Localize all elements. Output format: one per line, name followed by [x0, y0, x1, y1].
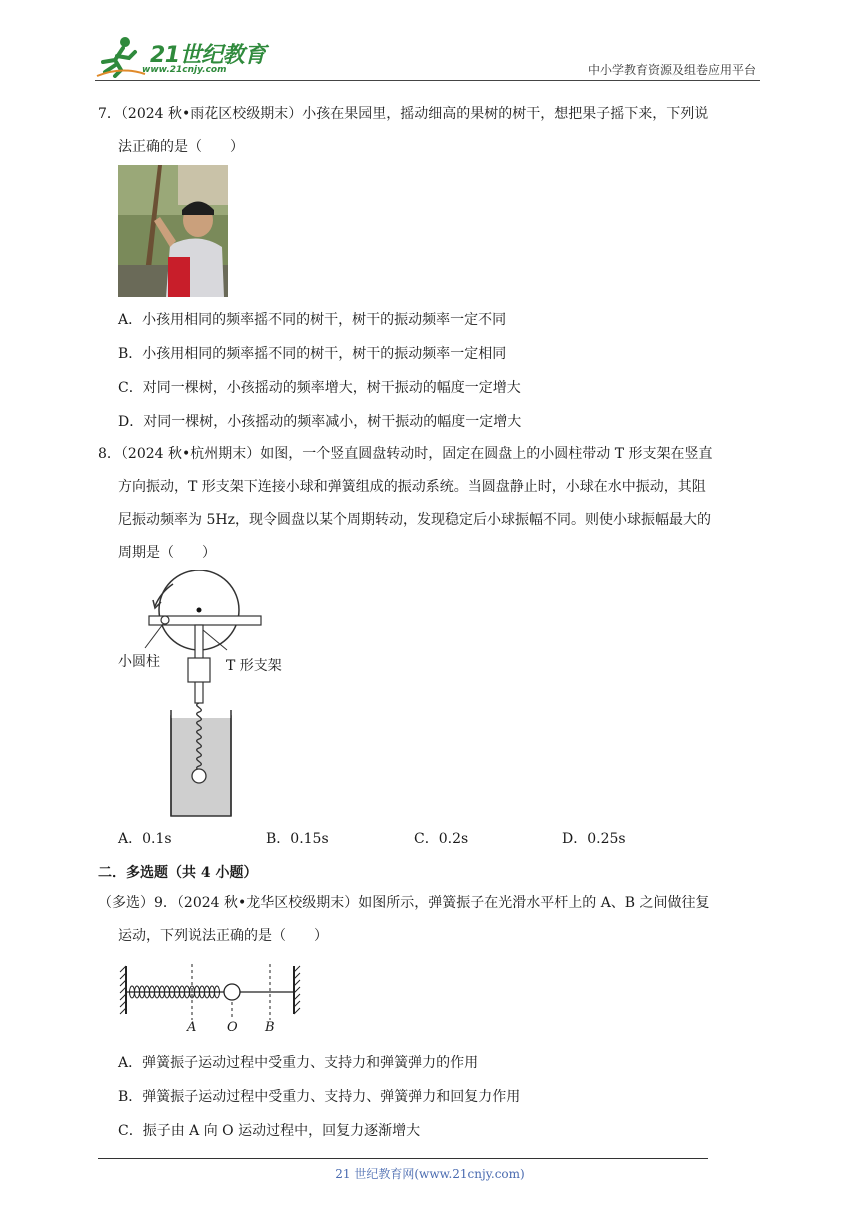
q9-line1: （多选）9．（2024 秋•龙华区校级期末）如图所示，弹簧振子在光滑水平杆上的 A、B 之间做往复 — [98, 895, 710, 911]
q7-option-a: A．小孩用相同的频率摇不同的树干，树干的振动频率一定不同 — [118, 312, 507, 328]
q8-option-a: A．0.1s — [118, 831, 172, 847]
q8-line2: 方向振动，T 形支架下连接小球和弹簧组成的振动系统。当圆盘静止时，小球在水中振动，其阻 — [118, 479, 706, 495]
section-title-multiple-choice: 二．多选题（共 4 小题） — [98, 865, 258, 881]
q8-option-c: C．0.2s — [414, 831, 469, 847]
q8-label-t-frame: T 形支架 — [226, 658, 282, 674]
q8-label-small-cylinder: 小圆柱 — [118, 654, 160, 670]
logo-text: 21世纪教育 — [150, 43, 266, 68]
q9-option-b: B．弹簧振子运动过程中受重力、支持力、弹簧弹力和回复力作用 — [118, 1089, 521, 1105]
q7-option-d: D．对同一棵树，小孩摇动的频率减小，树干振动的幅度一定增大 — [118, 414, 522, 430]
q8-option-d: D．0.25s — [562, 831, 626, 847]
q9-option-a: A．弹簧振子运动过程中受重力、支持力和弹簧弹力的作用 — [118, 1055, 479, 1071]
q9-spring-oscillator-diagram — [118, 962, 304, 1038]
q7-line2: 法正确的是（ ） — [118, 139, 244, 155]
platform-name: 中小学教育资源及组卷应用平台 — [587, 63, 756, 77]
q8-line3: 尼振动频率为 5Hz，现令圆盘以某个周期转动，发现稳定后小球振幅不同。则使小球振幅最大的 — [118, 512, 711, 528]
logo-url: www.21cnjy.com — [142, 65, 227, 75]
q8-line1: 8．（2024 秋•杭州期末）如图，一个竖直圆盘转动时，固定在圆盘上的小圆柱带动 T 形支架在竖直 — [98, 446, 713, 462]
q8-option-b: B．0.15s — [266, 831, 329, 847]
logo-runner-icon — [95, 36, 147, 78]
q9-option-c: C．振子由 A 向 O 运动过程中，回复力逐渐增大 — [118, 1123, 421, 1139]
q9-line2: 运动，下列说法正确的是（ ） — [118, 928, 328, 944]
q9-label-o: O — [227, 1020, 238, 1035]
q9-label-b: B — [265, 1020, 275, 1035]
footer-site: 21 世纪教育网(www.21cnjy.com) — [335, 1167, 525, 1181]
footer-divider — [98, 1158, 708, 1159]
header-divider — [95, 80, 760, 81]
q7-line1: 7．（2024 秋•雨花区校级期末）小孩在果园里，摇动细高的果树的树干，想把果子摇下来，下列说 — [98, 106, 709, 122]
q9-label-a: A — [187, 1020, 197, 1035]
q8-disk-spring-diagram — [115, 570, 295, 820]
q7-option-c: C．对同一棵树，小孩摇动的频率增大，树干振动的幅度一定增大 — [118, 380, 521, 396]
q8-line4: 周期是（ ） — [118, 545, 216, 561]
q7-option-b: B．小孩用相同的频率摇不同的树干，树干的振动频率一定相同 — [118, 346, 507, 362]
q7-photo-boy-shaking-tree — [118, 165, 228, 297]
